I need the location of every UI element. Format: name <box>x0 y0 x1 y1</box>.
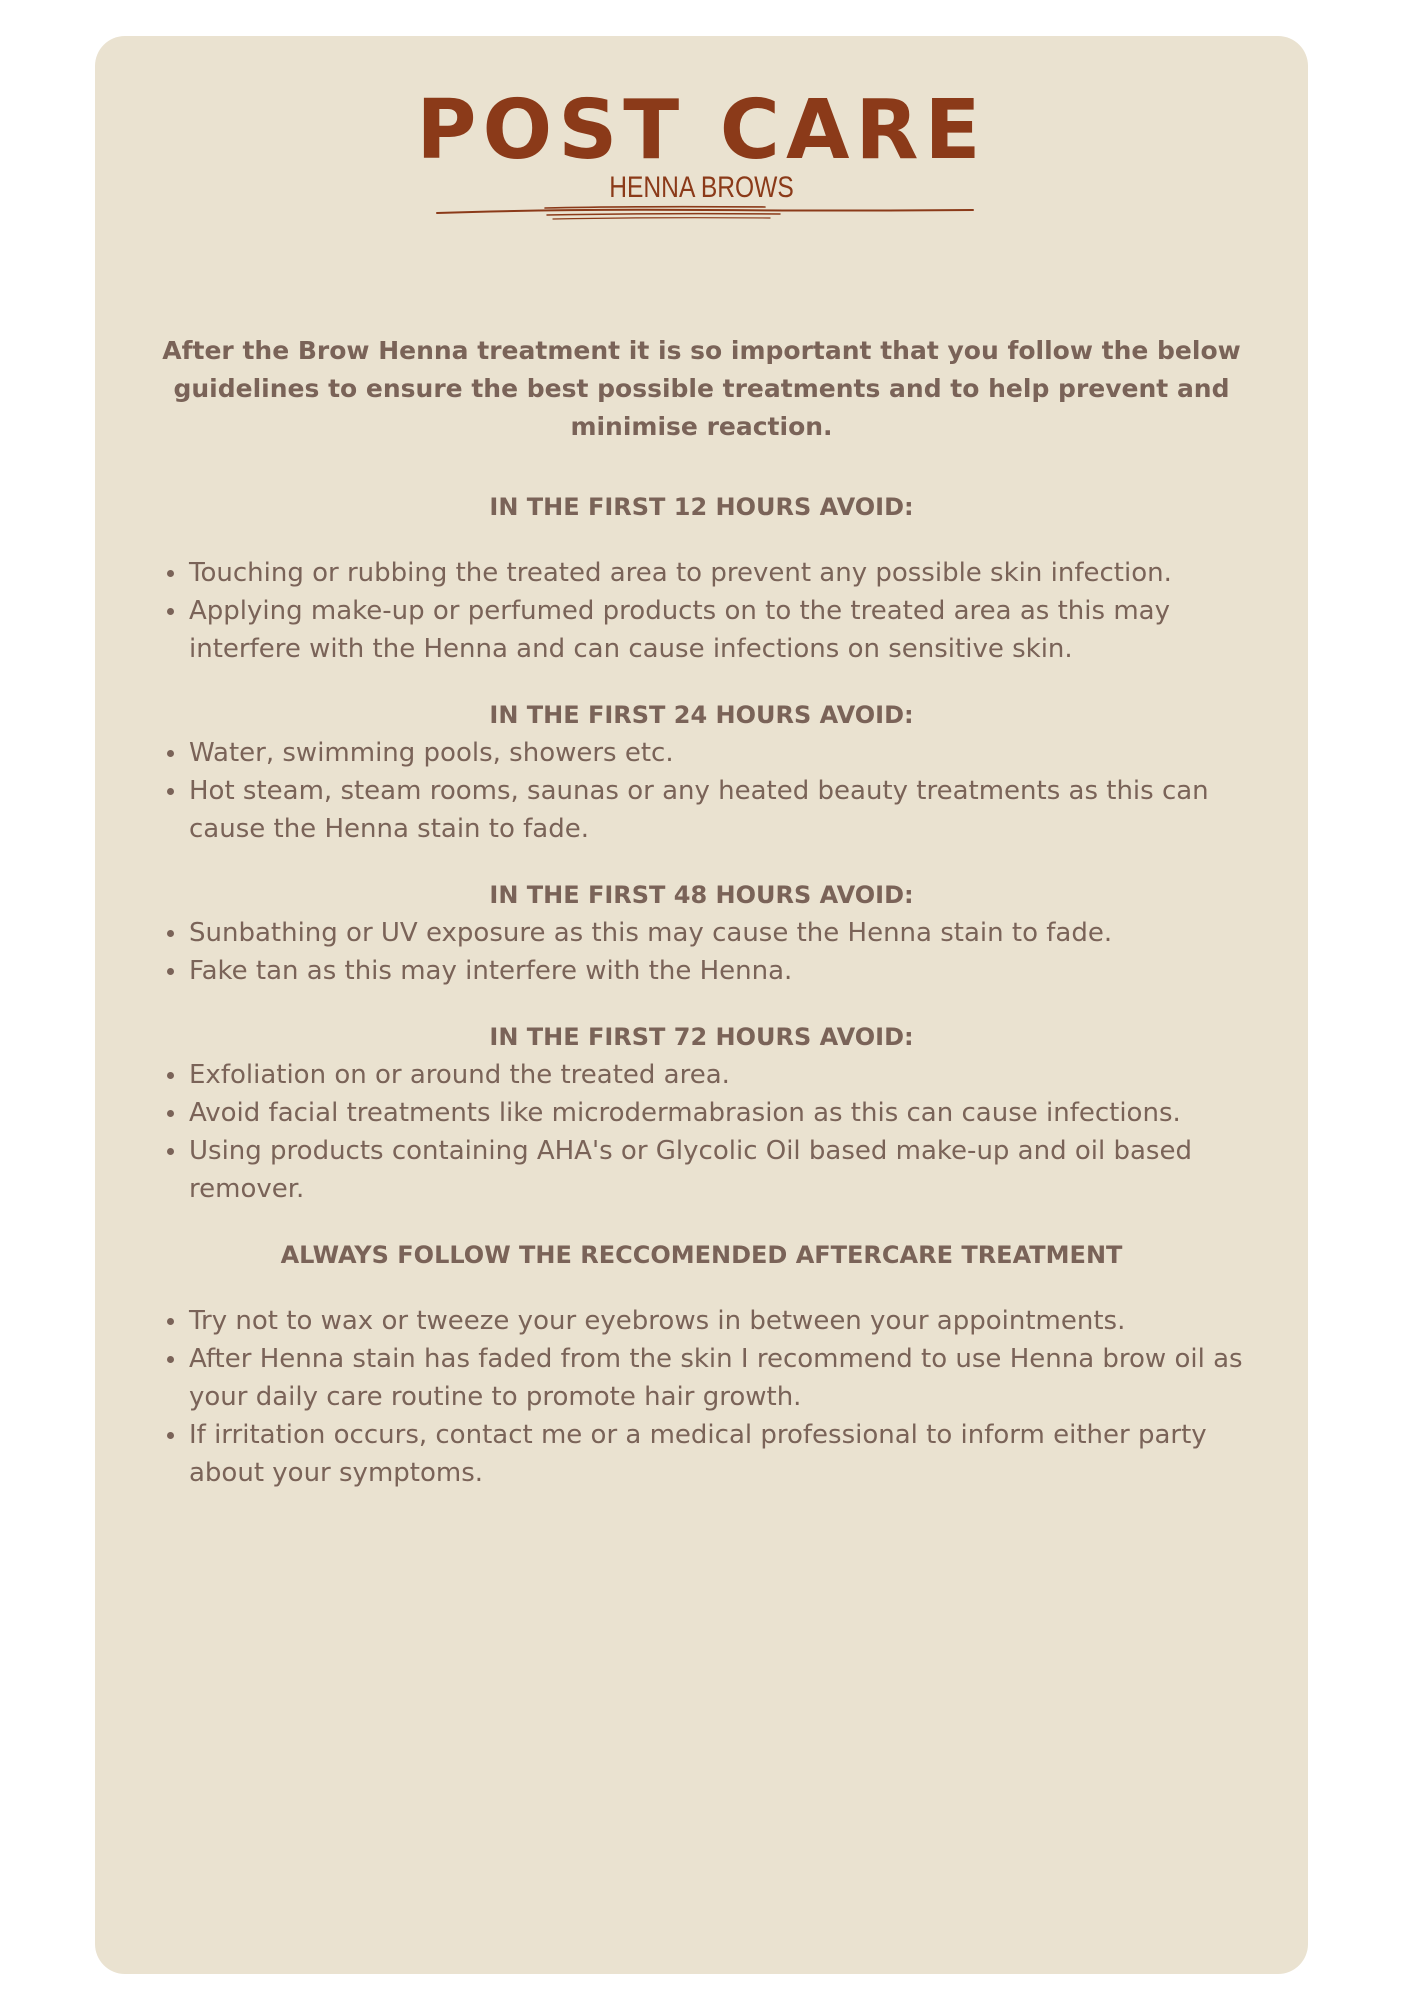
list-item: Try not to wax or tweeze your eyebrows in between your appointments. <box>165 1302 1288 1340</box>
section-heading-72-hours: IN THE FIRST 72 HOURS AVOID: <box>489 1023 914 1051</box>
brush-stroke-divider-icon <box>435 204 975 226</box>
intro-text: After the Brow Henna treatment it is so important that you follow the below guidelines to ensure the best possible treatments and to help prevent and minimise reaction. <box>162 336 1241 441</box>
list-aftercare <box>115 1302 1288 1492</box>
list-item: Exfoliation on or around the treated area. <box>165 1056 1288 1094</box>
section-heading-aftercare: ALWAYS FOLLOW THE RECCOMENDED AFTERCARE TREATMENT <box>280 1241 1123 1269</box>
list-item: Touching or rubbing the treated area to prevent any possible skin infection. <box>165 554 1288 592</box>
list-48-hours <box>115 914 1288 990</box>
header <box>95 36 1308 276</box>
section-heading-48-hours: IN THE FIRST 48 HOURS AVOID: <box>489 881 914 909</box>
list-item: Using products containing AHA's or Glycolic Oil based make-up and oil based remover. <box>165 1132 1288 1208</box>
section-heading-12-hours: IN THE FIRST 12 HOURS AVOID: <box>489 493 914 521</box>
list-item: Fake tan as this may interfere with the Henna. <box>165 952 1288 990</box>
list-item: Water, swimming pools, showers etc. <box>165 734 1288 772</box>
list-24-hours <box>115 734 1288 848</box>
post-care-card <box>95 36 1308 1974</box>
page-subtitle: HENNA BROWS <box>609 171 794 204</box>
list-item: Hot steam, steam rooms, saunas or any heated beauty treatments as this can cause the Henna stain to fade. <box>165 772 1288 848</box>
list-72-hours <box>115 1056 1288 1208</box>
list-12-hours <box>115 554 1288 668</box>
section-heading-24-hours: IN THE FIRST 24 HOURS AVOID: <box>489 701 914 729</box>
list-item: If irritation occurs, contact me or a medical professional to inform either party about your symptoms. <box>165 1416 1288 1492</box>
list-item: Sunbathing or UV exposure as this may cause the Henna stain to fade. <box>165 914 1288 952</box>
list-item: Applying make-up or perfumed products on to the treated area as this may interfere with the Henna and can cause infections on sensitive skin. <box>165 592 1288 668</box>
list-item: Avoid facial treatments like microdermabrasion as this can cause infections. <box>165 1094 1288 1132</box>
list-item: After Henna stain has faded from the skin I recommend to use Henna brow oil as your daily care routine to promote hair growth. <box>165 1340 1288 1416</box>
content <box>115 332 1288 1520</box>
page-title: POST CARE <box>416 83 987 178</box>
